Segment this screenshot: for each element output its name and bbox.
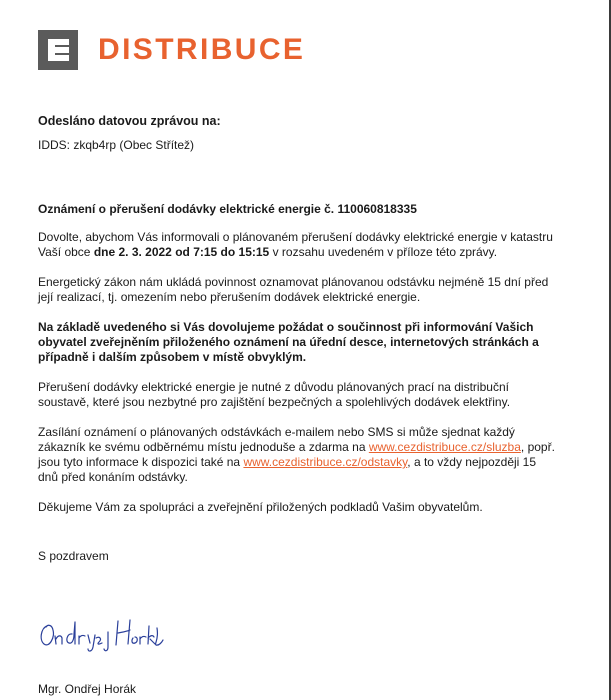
intro-text-after: v rozsahu uvedeném v příloze této zprávy. (269, 245, 498, 259)
notification-paragraph (38, 425, 558, 485)
intro-text-before: Dovolte, abychom Vás informovali o plánovaném přerušení dodávky elektrické energie v katastru Vaší obce (38, 230, 553, 259)
recipient-heading: Odesláno datovou zprávou na: (38, 114, 221, 128)
closing-greeting: S pozdravem (38, 549, 109, 563)
cez-logo-icon (38, 30, 78, 70)
thanks-paragraph: Děkujeme Vám za spolupráci a zveřejnění přiložených podkladů Vašim obyvatelům. (38, 500, 483, 514)
logo (38, 30, 305, 70)
letter-body (38, 113, 558, 564)
request-paragraph: Na základě uvedeného si Vás dovolujeme požádat o součinnost při informování Vašich obyvatel zveřejněním přiloženého oznámení na úřední desce, internetových stránkách a případně i dalším způsobem v místě obvyklým. (38, 320, 539, 364)
service-link[interactable]: www.cezdistribuce.cz/sluzba (368, 440, 521, 454)
notification-text-3: , a to vždy nejpozději 15 dnů před konáním odstávky. (38, 455, 537, 484)
law-paragraph: Energetický zákon nám ukládá povinnost oznamovat plánovanou odstávku nejméně 15 dní před její realizací, tj. omezením nebo přerušením dodávek elektrické energie. (38, 275, 549, 304)
intro-paragraph (38, 230, 558, 260)
subject-line: Oznámení o přerušení dodávky elektrické energie č. 110060818335 (38, 202, 417, 216)
notification-text-1: Zasílání oznámení o plánovaných odstávkách e-mailem nebo SMS si může sjednat každý zákazník ke svému odběrnému místu jednoduše a zdarma na (38, 425, 515, 454)
reason-paragraph: Přerušení dodávky elektrické energie je nutné z důvodu plánovaných prací na distribuční soustavě, které jsou nezbytné pro zajištění bezpečných a spolehlivých dodávek elektřiny. (38, 380, 511, 409)
handwritten-signature-icon (38, 614, 168, 654)
brand-name: DISTRIBUCE (98, 33, 306, 66)
recipient-idds: IDDS: zkqb4rp (Obec Střítež) (38, 138, 195, 152)
signer-name: Mgr. Ondřej Horák (38, 682, 137, 696)
outage-date: dne 2. 3. 2022 od 7:15 do 15:15 (93, 245, 270, 259)
outages-link[interactable]: www.cezdistribuce.cz/odstavky (243, 455, 408, 469)
notification-text-2: , popř. jsou tyto informace k dispozici také na (38, 440, 555, 469)
